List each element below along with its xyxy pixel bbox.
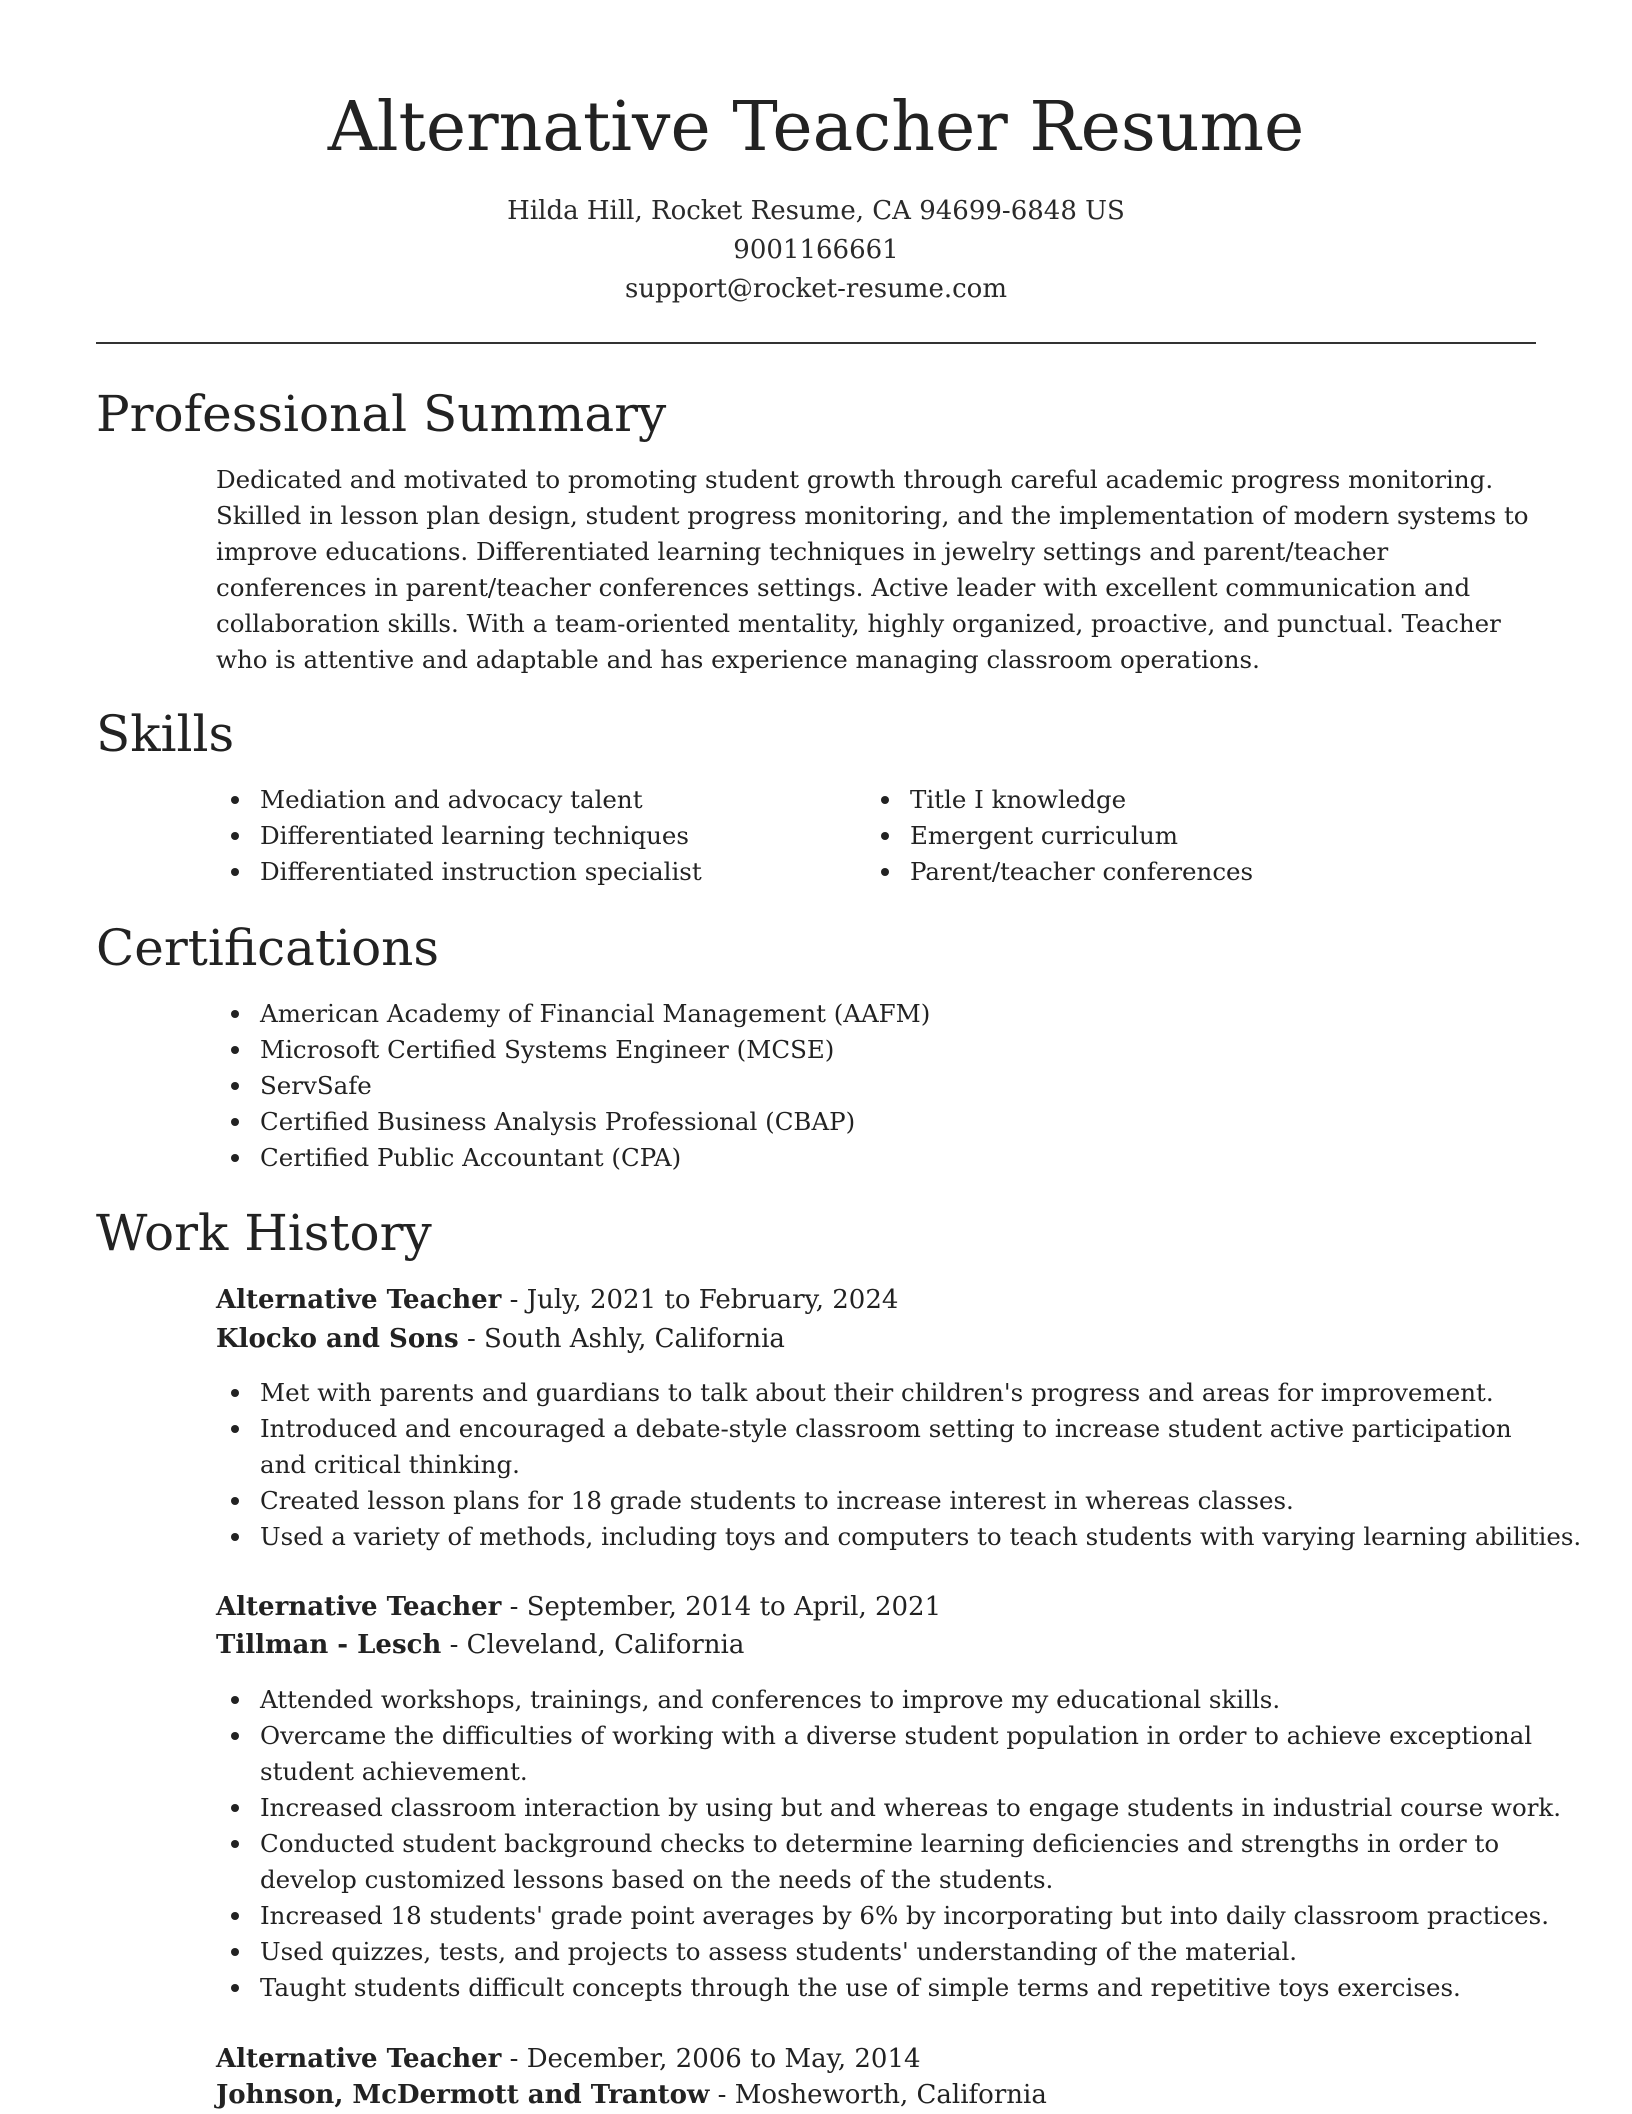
skills-list-right — [866, 782, 1530, 890]
contact-phone: 9001166661 — [733, 235, 899, 265]
certifications-list — [216, 996, 1538, 1176]
job-location: Cleveland, California — [466, 1630, 745, 1660]
job-separator: - — [501, 2044, 527, 2074]
skill-item: Mediation and advocacy talent — [260, 782, 840, 818]
job-bullets — [216, 1682, 1562, 2006]
job-separator: - — [501, 1592, 527, 1622]
skill-item: Title I knowledge — [910, 782, 1530, 818]
summary-heading: Professional Summary — [96, 385, 667, 443]
certification-item: Certified Public Accountant (CPA) — [260, 1140, 1538, 1176]
certification-item: Certified Business Analysis Professional (CBAP) — [260, 1104, 1538, 1140]
job-bullets — [216, 1375, 1582, 1555]
skill-item: Emergent curriculum — [910, 818, 1530, 854]
job-title-line — [216, 1588, 941, 1626]
job-bullet: Used a variety of methods, including toys and computers to teach students with varying learning abilities. — [260, 1519, 1538, 1555]
certifications-heading: Certifications — [96, 919, 440, 977]
job-title-line — [216, 2040, 921, 2078]
job-role: Alternative Teacher — [216, 2044, 502, 2074]
job-location-separator: - — [709, 2080, 735, 2110]
job-location-separator: - — [441, 1630, 467, 1660]
job-employer-line — [216, 1320, 785, 1358]
skill-item: Parent/teacher conferences — [910, 854, 1530, 890]
contact-email: support@rocket-resume.com — [624, 274, 1007, 304]
certification-item: Microsoft Certified Systems Engineer (MCSE) — [260, 1032, 1538, 1068]
job-dates: September, 2014 to April, 2021 — [526, 1592, 942, 1622]
contact-address: Hilda Hill, Rocket Resume, CA 94699-6848 US — [507, 196, 1125, 226]
job-bullet: Met with parents and guardians to talk about their children's progress and areas for improvement. — [260, 1375, 1538, 1411]
skills-heading: Skills — [96, 705, 235, 763]
job-separator: - — [501, 1285, 527, 1315]
job-employer-line — [216, 2076, 1047, 2114]
work-history-heading: Work History — [96, 1204, 432, 1262]
job-employer: Tillman - Lesch — [216, 1630, 442, 1660]
job-employer: Klocko and Sons — [216, 1324, 459, 1354]
job-location: Mosheworth, California — [734, 2080, 1047, 2110]
job-location-separator: - — [458, 1324, 485, 1354]
contact-block — [0, 192, 1632, 309]
skill-item: Differentiated learning techniques — [260, 818, 840, 854]
job-dates: December, 2006 to May, 2014 — [526, 2044, 921, 2074]
job-location: South Ashly, California — [484, 1324, 785, 1354]
certification-item: ServSafe — [260, 1068, 1538, 1104]
skills-list-left — [216, 782, 840, 890]
job-bullet: Introduced and encouraged a debate-style classroom setting to increase student active participation and critical thinking. — [260, 1411, 1538, 1483]
job-bullet: Overcame the difficulties of working with a diverse student population in order to achieve exceptional student achievement. — [260, 1718, 1538, 1790]
job-dates: July, 2021 to February, 2024 — [526, 1285, 899, 1315]
job-employer: Johnson, McDermott and Trantow — [216, 2080, 710, 2110]
summary-text: Dedicated and motivated to promoting student growth through careful academic progress monitoring. Skilled in lesson plan design, student progress monitoring, and the implementation of modern systems to improve educations. Differentiated learning techniques in jewelry settings and parent/teacher conferences in parent/teacher conferences settings. Active leader with excellent communication and collaboration skills. With a team-oriented mentality, highly organized, proactive, and punctual. Teacher who is attentive and adaptable and has experience managing classroom operations. — [216, 465, 1529, 674]
skill-item: Differentiated instruction specialist — [260, 854, 840, 890]
job-bullet: Taught students difficult concepts through the use of simple terms and repetitive toys exercises. — [260, 1970, 1538, 2006]
job-bullet: Increased classroom interaction by using but and whereas to engage students in industrial course work. — [260, 1790, 1538, 1826]
job-title-line — [216, 1281, 898, 1319]
job-bullet: Used quizzes, tests, and projects to assess students' understanding of the material. — [260, 1934, 1538, 1970]
job-bullet: Attended workshops, trainings, and conferences to improve my educational skills. — [260, 1682, 1538, 1718]
certification-item: American Academy of Financial Management (AAFM) — [260, 996, 1538, 1032]
job-employer-line — [216, 1626, 744, 1664]
job-bullet: Conducted student background checks to determine learning deficiencies and strengths in order to develop customized lessons based on the needs of the students. — [260, 1826, 1538, 1898]
header-divider — [96, 342, 1536, 344]
job-role: Alternative Teacher — [216, 1592, 502, 1622]
job-role: Alternative Teacher — [216, 1285, 502, 1315]
job-bullet: Created lesson plans for 18 grade students to increase interest in whereas classes. — [260, 1483, 1538, 1519]
resume-title: Alternative Teacher Resume — [327, 88, 1305, 167]
job-bullet: Increased 18 students' grade point averages by 6% by incorporating but into daily classroom practices. — [260, 1898, 1538, 1934]
